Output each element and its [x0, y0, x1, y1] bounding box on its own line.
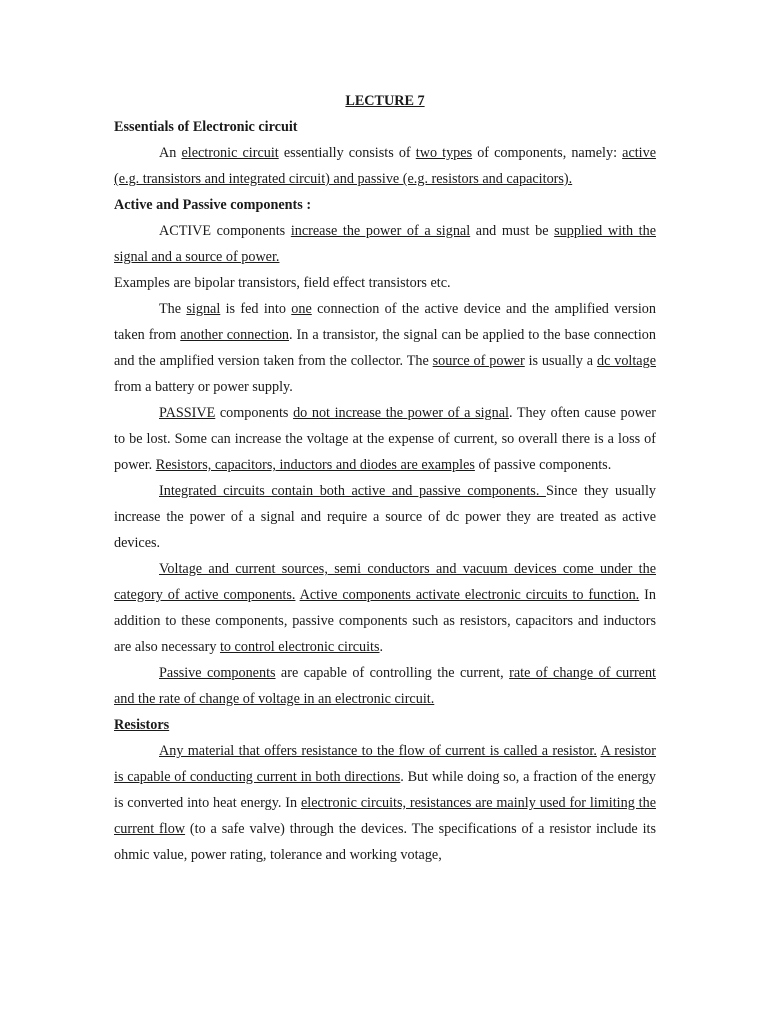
underlined-text: another connection — [180, 327, 290, 343]
paragraph — [114, 270, 656, 296]
lecture-title: LECTURE 7 — [345, 93, 425, 109]
text-segment: is usually a — [524, 353, 597, 369]
underlined-text: one — [291, 301, 312, 317]
paragraph — [114, 556, 656, 660]
document-page — [114, 88, 656, 868]
text-segment: of passive components. — [474, 457, 612, 473]
text-segment: Essentials of Electronic circuit — [114, 119, 298, 135]
text-segment: components — [215, 405, 294, 421]
underlined-text: PASSIVE — [159, 405, 216, 421]
text-segment: essentially consists of — [278, 145, 416, 161]
underlined-text: Active components activate electronic circuits to function. — [299, 587, 640, 603]
text-segment: Since they usually increase the power of a signal and require a source of dc power they are treated as active devices. — [114, 483, 656, 551]
underlined-text: do not increase the power of a signal — [293, 405, 509, 421]
text-segment: . — [379, 639, 384, 655]
text-segment: The — [159, 301, 187, 317]
paragraph — [114, 400, 656, 478]
underlined-text: active (e.g. transistors and integrated circuit) and passive (e.g. resistors and capacitors). — [114, 145, 657, 187]
paragraph — [114, 738, 656, 868]
underlined-text: to control electronic circuits — [219, 639, 380, 655]
section-heading — [114, 192, 656, 218]
paragraph — [114, 296, 656, 400]
text-segment: is fed into — [220, 301, 292, 317]
underlined-text: Any material that offers resistance to the flow of current is called a resistor. — [159, 743, 597, 759]
text-segment: Examples are bipolar transistors, field effect transistors etc. — [114, 275, 451, 291]
underlined-text: Passive components — [159, 665, 276, 681]
underlined-text: Voltage and current sources, semi conductors and vacuum devices come under the category of active components. — [114, 561, 656, 603]
underlined-text: two types — [415, 145, 473, 161]
text-segment: . In a transistor, the signal can be applied to the base connection and the amplified version taken from the collector. The — [114, 327, 656, 369]
section-heading — [114, 712, 656, 738]
document-body — [114, 114, 656, 868]
underlined-text: source of power — [432, 353, 525, 369]
text-segment: In addition to these components, passive components such as resistors, capacitors and inductors are also necessary — [114, 587, 656, 655]
text-segment: connection of the active device and the amplified version taken from — [114, 301, 656, 343]
text-segment: Active and Passive components : — [114, 197, 312, 213]
underlined-text: electronic circuits, resistances are mainly used for limiting the current flow — [114, 795, 656, 837]
text-segment: are capable of controlling the current, — [275, 665, 510, 681]
underlined-text: increase the power of a signal — [290, 223, 471, 239]
text-segment: . They often cause power to be lost. Some can increase the voltage at the expense of current, so overall there is a loss of power. — [114, 405, 656, 473]
underlined-text: Resistors, capacitors, inductors and diodes are examples — [155, 457, 475, 473]
underlined-text: electronic circuit — [181, 145, 279, 161]
underlined-text: supplied with the signal and a source of power. — [114, 223, 656, 265]
underlined-text: A resistor is capable of conducting current in both directions — [114, 743, 657, 785]
text-segment: and must be — [470, 223, 555, 239]
paragraph — [114, 660, 656, 712]
paragraph — [114, 140, 656, 192]
text-segment: of components, namely: — [472, 145, 623, 161]
underlined-text: signal — [186, 301, 221, 317]
underlined-text: Integrated circuits contain both active and passive components. — [159, 483, 546, 499]
text-segment: An — [159, 145, 182, 161]
text-segment: Resistors — [114, 717, 170, 733]
text-segment: from a battery or power supply. — [114, 379, 293, 395]
underlined-text: rate of change of current and the rate of change of voltage in an electronic circuit. — [114, 665, 657, 707]
underlined-text: dc voltage — [596, 353, 656, 369]
text-segment: ACTIVE components — [159, 223, 291, 239]
paragraph — [114, 478, 656, 556]
paragraph — [114, 218, 656, 270]
section-heading — [114, 114, 656, 140]
text-segment: (to a safe valve) through the devices. The specifications of a resistor include its ohmic value, power rating, tolerance and working votage, — [114, 821, 656, 863]
text-segment: . But while doing so, a fraction of the energy is converted into heat energy. In — [114, 769, 656, 811]
